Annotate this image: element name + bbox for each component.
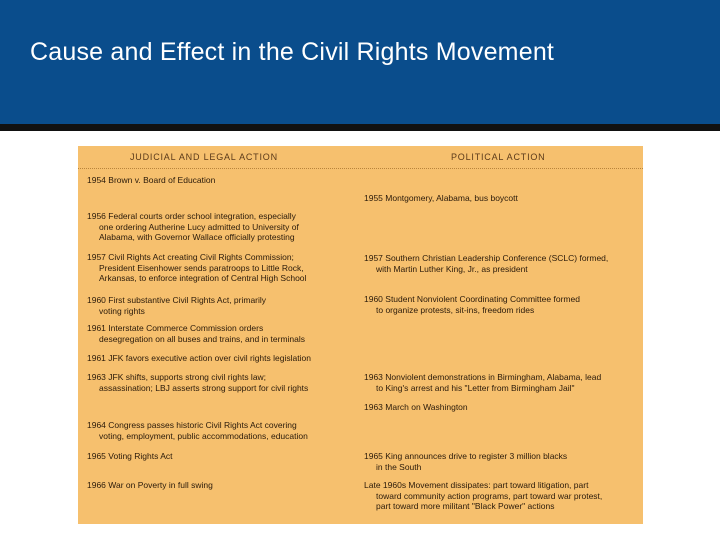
political-entry — [364, 402, 638, 413]
header-divider — [78, 168, 643, 169]
entry-line: Late 1960s Movement dissipates: part toward litigation, part — [364, 480, 589, 490]
political-entry — [364, 372, 638, 393]
title-bar — [0, 0, 720, 124]
entry-line: 1961 JFK favors executive action over civil rights legislation — [87, 353, 311, 363]
entry-line: one ordering Autherine Lucy admitted to University of — [99, 221, 299, 232]
entry-line: 1963 March on Washington — [364, 402, 468, 412]
judicial-entry — [87, 451, 352, 462]
entry-line: toward community action programs, part toward war protest, — [376, 490, 603, 501]
judicial-entry — [87, 372, 352, 393]
entry-line: assassination; LBJ asserts strong support for civil rights — [99, 382, 309, 393]
political-entry — [364, 451, 638, 472]
entry-line: in the South — [376, 461, 422, 472]
entry-line: 1961 Interstate Commerce Commission orders — [87, 323, 264, 333]
judicial-entry — [87, 420, 352, 441]
entry-line: Arkansas, to enforce integration of Central High School — [99, 273, 307, 283]
entry-line: voting, employment, public accommodations, education — [99, 430, 308, 441]
judicial-entry — [87, 252, 352, 284]
entry-line: desegregation on all buses and trains, and in terminals — [99, 333, 306, 344]
entry-line: Alabama, with Governor Wallace officially protesting — [99, 232, 295, 242]
political-entry — [364, 480, 638, 512]
entry-line: 1957 Southern Christian Leadership Conference (SCLC) formed, — [364, 253, 609, 263]
judicial-entry — [87, 211, 352, 243]
political-entry — [364, 253, 638, 274]
entry-line: 1955 Montgomery, Alabama, bus boycott — [364, 193, 518, 203]
judicial-entry — [87, 480, 352, 491]
judicial-entry — [87, 323, 352, 344]
entry-line: 1956 Federal courts order school integration, especially — [87, 211, 296, 221]
political-entry — [364, 193, 638, 204]
column-header-political: POLITICAL ACTION — [451, 152, 546, 162]
entry-line: 1966 War on Poverty in full swing — [87, 480, 213, 490]
entry-line: 1965 King announces drive to register 3 million blacks — [364, 451, 568, 461]
column-header-judicial: JUDICIAL AND LEGAL ACTION — [130, 152, 278, 162]
entry-line: 1960 First substantive Civil Rights Act, primarily — [87, 295, 267, 305]
slide-title: Cause and Effect in the Civil Rights Movement — [30, 38, 555, 66]
judicial-entry — [87, 175, 352, 186]
timeline-table — [78, 146, 643, 524]
entry-line: 1963 Nonviolent demonstrations in Birmingham, Alabama, lead — [364, 372, 602, 382]
political-entry — [364, 294, 638, 315]
entry-line: 1964 Congress passes historic Civil Rights Act covering — [87, 420, 297, 430]
entry-line: part toward more militant "Black Power" actions — [376, 501, 555, 511]
entry-line: 1963 JFK shifts, supports strong civil rights law; — [87, 372, 267, 382]
entry-line: to King's arrest and his "Letter from Birmingham Jail" — [376, 382, 575, 393]
entry-line: 1960 Student Nonviolent Coordinating Committee formed — [364, 294, 580, 304]
entry-line: voting rights — [99, 305, 145, 316]
entry-line: 1954 Brown v. Board of Education — [87, 175, 216, 185]
judicial-entry — [87, 295, 352, 316]
entry-line: 1965 Voting Rights Act — [87, 451, 173, 461]
judicial-entry — [87, 353, 352, 364]
entry-line: to organize protests, sit-ins, freedom rides — [376, 304, 535, 315]
entry-line: 1957 Civil Rights Act creating Civil Rights Commission; — [87, 252, 294, 262]
title-divider — [0, 124, 720, 131]
entry-line: President Eisenhower sends paratroops to Little Rock, — [99, 262, 304, 273]
entry-line: with Martin Luther King, Jr., as president — [376, 263, 528, 274]
